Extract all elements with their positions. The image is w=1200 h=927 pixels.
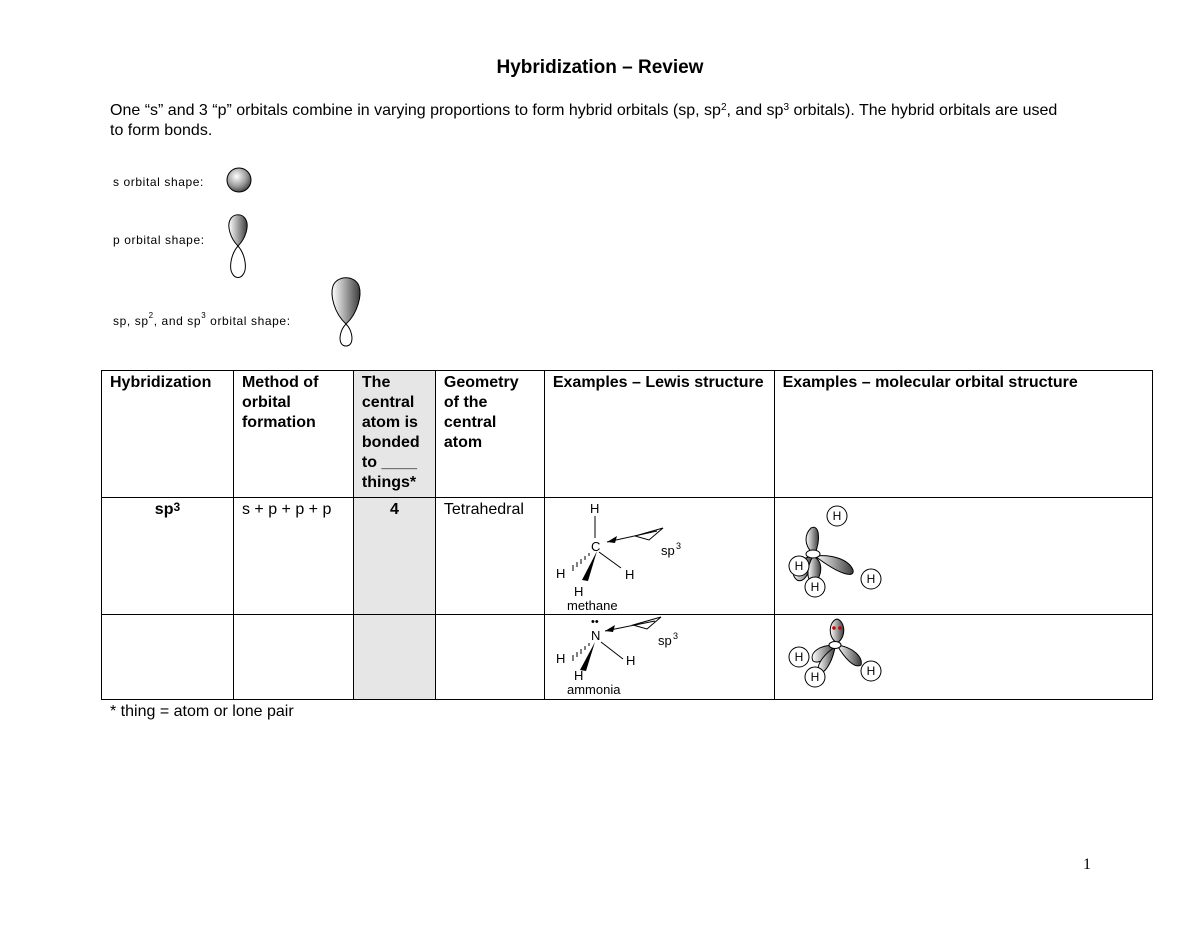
header-method: Method of orbital formation [233,371,353,498]
header-hybridization: Hybridization [102,371,234,498]
cell-geometry: Tetrahedral [435,498,544,615]
hybrid-label: sp [660,543,675,558]
cell-bonded: 4 [353,498,435,615]
p-orbital-icon [226,212,250,280]
molecule-name: methane [566,598,618,613]
atom-label: H [555,566,566,581]
s-orbital-label: s orbital shape: [113,175,204,189]
atom-label: H [810,580,819,594]
atom-label: H [866,572,875,586]
header-lewis: Examples – Lewis structure [544,371,774,498]
cell-mo-methane [774,498,1152,615]
hybrid-label: sp [657,633,672,648]
header-geometry: Geometry of the central atom [435,371,544,498]
atom-label: H [794,559,803,573]
molecule-name: ammonia [566,682,621,697]
hybrid-orbital-label: sp, $sp^2$, and $sp^3$ orbital shape: [113,311,291,328]
table-row [102,615,1153,700]
atom-label: N [590,628,601,643]
header-bonded: The central atom is bonded to ____ things* [353,371,435,498]
methane-mo-diagram [775,498,1152,614]
table-row [102,498,1153,615]
atom-label: H [810,670,819,684]
atom-label: H [589,501,600,516]
cell-bonded [353,615,435,700]
atom-label: H [573,584,584,599]
hybrid-orbital-icon [328,273,364,349]
atom-label: H [794,650,803,664]
cell-method: s + p + p + p [233,498,353,615]
page-title: Hybridization – Review [496,57,704,78]
page-number: 1 [1083,856,1091,873]
atom-label: H [573,668,584,683]
hybridization-table [101,370,1153,700]
cell-lewis-ammonia [544,615,774,700]
methane-lewis-diagram [545,498,773,614]
cell-hybridization [102,615,234,700]
cell-method [233,615,353,700]
intro-paragraph: One “s” and 3 “p” orbitals combine in varying proportions to form hybrid orbitals (sp, $sp^2$, and $sp^3$ orbitals). The hybrid orbitals are used to form bonds. [110,102,1058,139]
hybrid-label-sup: 3 [675,541,681,551]
atom-label: H [832,509,841,523]
table-header-row [102,371,1153,498]
atom-label: C [590,539,601,554]
footnote: * thing = atom or lone pair [110,703,294,720]
cell-hybridization: $sp^3$ [102,498,234,615]
header-mo: Examples – molecular orbital structure [774,371,1152,498]
lone-pair: •• [590,616,599,628]
atom-label: H [625,653,636,668]
ammonia-lewis-diagram [545,615,773,699]
cell-lewis-methane [544,498,774,615]
p-orbital-label: p orbital shape: [113,233,205,247]
atom-label: H [624,567,635,582]
hybrid-label-sup: 3 [672,631,678,641]
cell-geometry [435,615,544,700]
cell-mo-ammonia [774,615,1152,700]
s-orbital-icon [224,166,254,194]
ammonia-mo-diagram [775,615,1152,699]
atom-label: H [866,664,875,678]
atom-label: H [555,651,566,666]
